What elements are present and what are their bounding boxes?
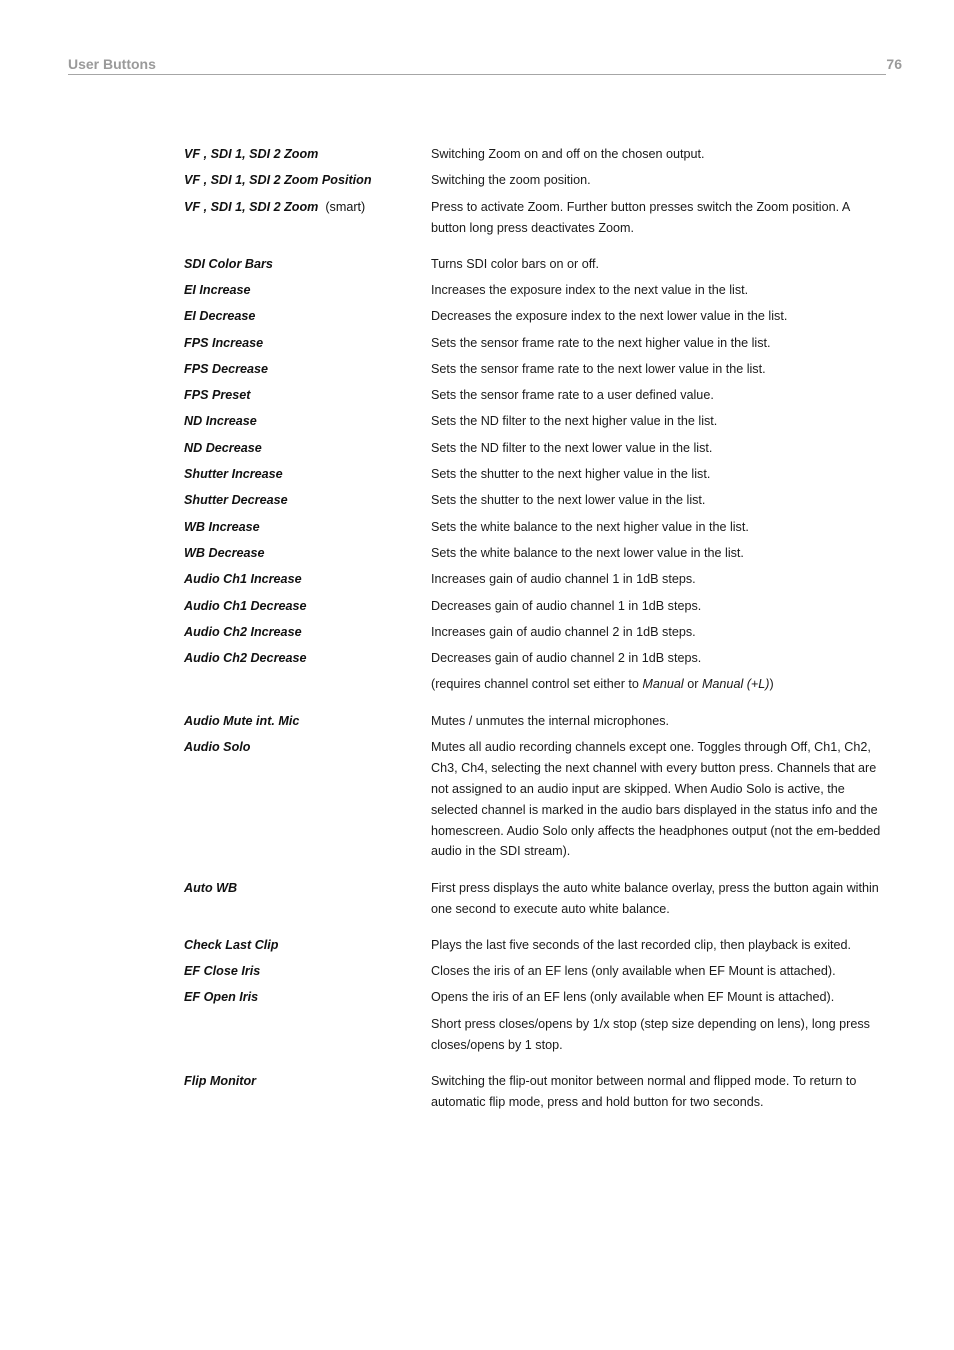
table-row: [184, 254, 886, 280]
button-function-description: Switching Zoom on and off on the chosen output.: [431, 147, 705, 161]
section-title: User Buttons: [68, 56, 156, 72]
table-row: [184, 987, 886, 1013]
button-function-description: Press to activate Zoom. Further button presses switch the Zoom position. A button long press deactivates Zoom.: [431, 199, 850, 235]
button-function-name: EF Close Iris: [184, 964, 261, 979]
button-function-description: Sets the shutter to the next higher value in the list.: [431, 467, 711, 482]
table-row: [184, 622, 886, 648]
button-function-description: Decreases gain of audio channel 1 in 1dB steps.: [431, 598, 702, 613]
button-function-name: Flip Monitor: [184, 1073, 257, 1088]
table-row: [184, 674, 886, 710]
button-function-name: FPS Decrease: [184, 361, 269, 376]
table-row: [184, 306, 886, 332]
button-function-description: Decreases gain of audio channel 2 in 1dB steps.: [431, 651, 702, 666]
term-main: VF , SDI 1, SDI 2 Zoom: [184, 199, 319, 214]
button-function-description: Turns SDI color bars on or off.: [431, 256, 599, 271]
table-row: [184, 935, 886, 961]
user-buttons-table: [184, 144, 886, 1118]
table-row: [184, 280, 886, 306]
table-row: [184, 197, 886, 254]
table-row: [184, 1071, 886, 1118]
table-row: [184, 438, 886, 464]
button-function-description: Closes the iris of an EF lens (only available when EF Mount is attached).: [431, 964, 836, 979]
button-function-description: Sets the sensor frame rate to the next higher value in the list.: [431, 335, 771, 350]
button-function-description: Switching the flip-out monitor between normal and flipped mode. To return to automatic flip mode, press and hold button for two seconds.: [431, 1073, 857, 1109]
button-function-name: ND Increase: [184, 414, 257, 429]
button-function-name: FPS Preset: [184, 388, 251, 403]
button-function-description: Sets the white balance to the next higher value in the list.: [431, 519, 749, 534]
table-row: [184, 144, 886, 170]
button-function-description: Sets the white balance to the next lower value in the list.: [431, 545, 744, 560]
requirement-note: (requires channel control set either to Manual or Manual (+L)): [431, 677, 774, 692]
table-row: [184, 333, 886, 359]
button-function-description: Opens the iris of an EF lens (only available when EF Mount is attached).: [431, 990, 835, 1005]
table-row: [184, 411, 886, 437]
button-function-description: Sets the sensor frame rate to the next lower value in the list.: [431, 361, 766, 376]
table-row: [184, 1014, 886, 1071]
button-function-name: WB Increase: [184, 519, 260, 534]
button-function-name: FPS Increase: [184, 335, 264, 350]
button-function-name: Audio Solo: [184, 739, 251, 754]
button-function-description: Sets the ND filter to the next higher value in the list.: [431, 414, 718, 429]
table-row: [184, 490, 886, 516]
term-suffix: (smart): [325, 199, 366, 214]
table-row: [184, 464, 886, 490]
table-row: [184, 596, 886, 622]
table-row: [184, 737, 886, 878]
button-function-name: ND Decrease: [184, 440, 262, 455]
table-row: [184, 878, 886, 935]
button-function-name: EI Decrease: [184, 309, 256, 324]
button-function-name: [184, 197, 424, 218]
button-function-description: Short press closes/opens by 1/x stop (step size depending on lens), long press closes/opens by 1 stop.: [431, 1016, 870, 1052]
button-function-description: Mutes all audio recording channels except one. Toggles through Off, Ch1, Ch2, Ch3, Ch4, selecting the next channel with every button press. Channels that are not assigned to an audio input are skipped. When Audio Solo is active, the selected channel is marked in the audio bars displayed in the status info and the homescreen. Audio Solo only affects the headphones output (not the em-bedded audio in the SDI stream).: [431, 739, 881, 859]
page-header: [68, 55, 902, 75]
button-function-description: Switching the zoom position.: [431, 173, 591, 188]
button-function-name: Shutter Increase: [184, 467, 283, 482]
button-function-name: Audio Ch1 Increase: [184, 572, 302, 587]
table-row: [184, 961, 886, 987]
table-row: [184, 385, 886, 411]
button-function-description: Mutes / unmutes the internal microphones.: [431, 713, 670, 728]
button-function-name: Audio Mute int. Mic: [184, 713, 300, 728]
table-row: [184, 648, 886, 674]
button-function-description: Decreases the exposure index to the next lower value in the list.: [431, 309, 788, 324]
button-function-description: Sets the ND filter to the next lower value in the list.: [431, 440, 713, 455]
page-number: 76: [886, 56, 902, 72]
button-function-name: EI Increase: [184, 283, 251, 297]
table-row: [184, 517, 886, 543]
button-function-description: Increases gain of audio channel 1 in 1dB steps.: [431, 572, 696, 587]
button-function-name: VF , SDI 1, SDI 2 Zoom Position: [184, 173, 372, 188]
header-divider: [68, 74, 886, 75]
button-function-description: Increases the exposure index to the next value in the list.: [431, 283, 749, 297]
table-row: [184, 711, 886, 737]
table-row: [184, 170, 886, 196]
button-function-name: SDI Color Bars: [184, 256, 273, 271]
button-function-name: Auto WB: [184, 880, 238, 895]
button-function-name: Shutter Decrease: [184, 493, 288, 508]
button-function-name: Audio Ch1 Decrease: [184, 598, 307, 613]
button-function-description: Sets the sensor frame rate to a user defined value.: [431, 388, 714, 403]
button-function-description: Sets the shutter to the next lower value in the list.: [431, 493, 706, 508]
button-function-name: Audio Ch2 Increase: [184, 624, 302, 639]
button-function-description: Increases gain of audio channel 2 in 1dB steps.: [431, 624, 696, 639]
button-function-name: EF Open Iris: [184, 990, 259, 1005]
table-row: [184, 359, 886, 385]
table-row: [184, 543, 886, 569]
button-function-description: First press displays the auto white balance overlay, press the button again within one second to execute auto white balance.: [431, 880, 879, 916]
table-row: [184, 569, 886, 595]
button-function-name: Check Last Clip: [184, 937, 279, 952]
button-function-name: VF , SDI 1, SDI 2 Zoom: [184, 147, 319, 161]
button-function-name: WB Decrease: [184, 545, 265, 560]
button-function-name: Audio Ch2 Decrease: [184, 651, 307, 666]
button-function-description: Plays the last five seconds of the last recorded clip, then playback is exited.: [431, 937, 852, 952]
